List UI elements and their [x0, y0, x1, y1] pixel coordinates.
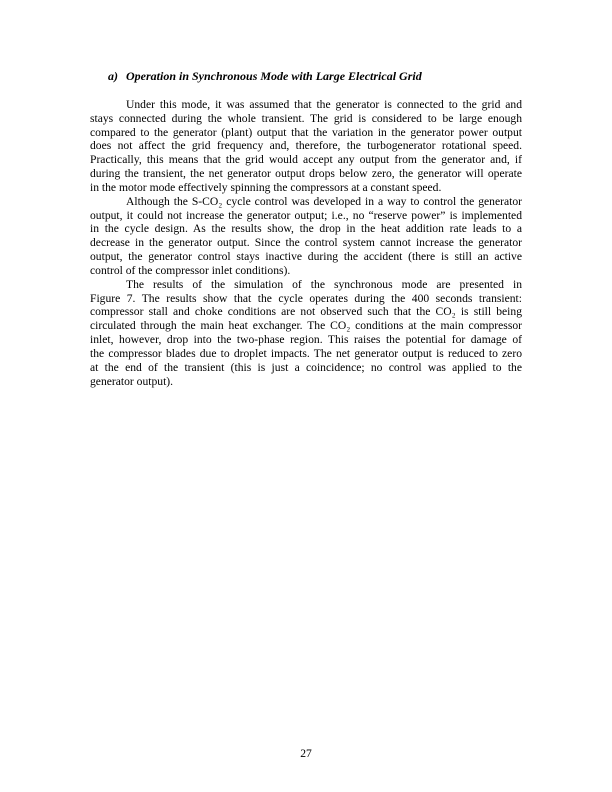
text-line: compared to the generator (plant) output that the variation in the generator power output [90, 125, 522, 139]
text-line: during the transient, the net generator output drops below zero, the generator will operate [90, 167, 522, 181]
text-line: output, the generator control stays inactive during the accident (there is still an active [90, 250, 522, 264]
text-line: Practically, this means that the grid would accept any output from the generator and, if [90, 153, 522, 167]
paragraph [90, 98, 522, 195]
page-number: 27 [300, 747, 312, 760]
section-number: a) [108, 69, 118, 83]
text-line: at the end of the transient (this is just a coincidence; no control was applied to the [90, 360, 522, 374]
text-line: Under this mode, it was assumed that the generator is connected to the grid and [126, 98, 522, 111]
text-line: compressor stall and choke conditions are not observed such that the CO₂ is still being [90, 305, 522, 319]
text-line: stays connected during the whole transient. The grid is considered to be large enough [90, 111, 522, 125]
text-line: control of the compressor inlet conditions). [90, 263, 291, 277]
paragraph [90, 195, 522, 278]
text-line: in the motor mode effectively spinning the compressors at a constant speed. [90, 180, 442, 194]
text-line: decrease in the generator output. Since the control system cannot increase the generator [90, 236, 522, 250]
paragraph [90, 278, 522, 389]
section-title: Operation in Synchronous Mode with Large Electrical Grid [126, 69, 422, 83]
text-line: The results of the simulation of the synchronous mode are presented in [126, 277, 522, 291]
text-line: the compressor blades due to droplet impacts. The net generator output is reduced to zero [90, 346, 522, 360]
text-line: circulated through the main heat exchanger. The CO₂ conditions at the main compressor [90, 319, 522, 333]
text-line: Although the S-CO₂ cycle control was developed in a way to control the generator [126, 194, 522, 208]
body-text [90, 98, 522, 388]
text-line: output, it could not increase the generator output; i.e., no “reserve power” is implemented [90, 208, 522, 222]
text-line: inlet, however, drop into the two-phase region. This raises the potential for damage of [90, 333, 522, 347]
text-line: generator output). [90, 374, 174, 388]
section-heading [108, 69, 422, 84]
text-line: in the cycle design. As the results show, the drop in the heat addition rate leads to a [90, 222, 522, 236]
text-line: does not affect the grid frequency and, therefore, the turbogenerator rotational speed. [90, 139, 522, 153]
text-line: Figure 7. The results show that the cycle operates during the 400 seconds transient: [90, 291, 522, 305]
